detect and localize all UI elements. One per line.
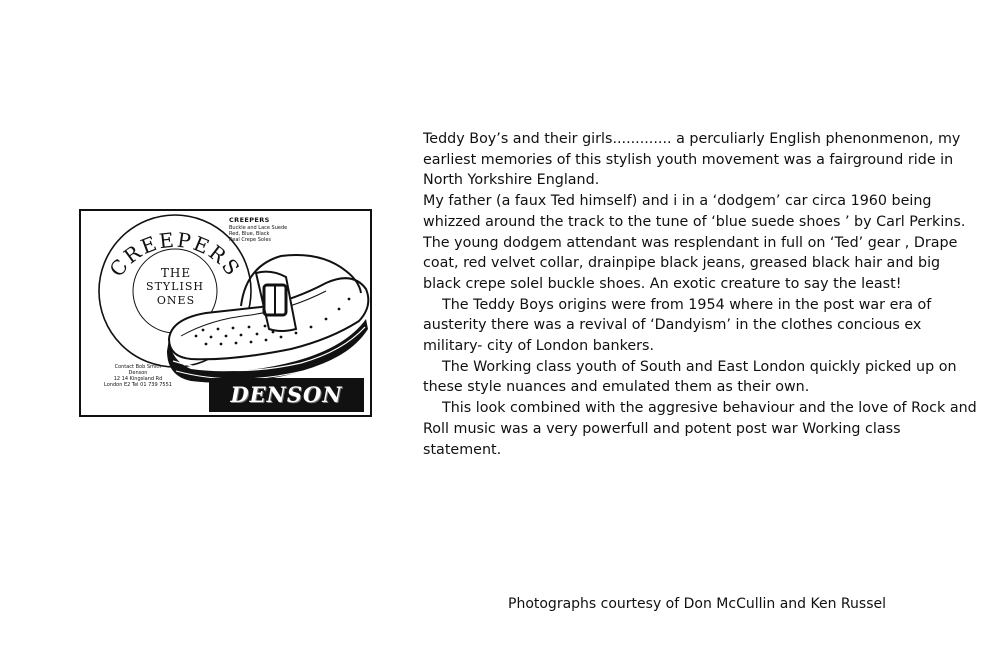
ad-product-title: CREEPERS <box>229 216 270 224</box>
ad-product-line: Buckle and Lace Suede <box>229 225 288 231</box>
ad-contact-line: London E2 Tel 01 739 7551 <box>104 382 172 388</box>
article-paragraph: My father (a faux Ted himself) and i in a ‘dodgem’ car circa 1960 being whizzed around the track to the tune of ‘blue suede shoes ’ by Carl Perkins. The young dodgem attendant was resplendant in full on ‘Ted’ gear , Drape coat, red velvet collar, drainpipe black jeans, greased black hair and big black crepe solel buckle shoes. An exotic creature to say the least! <box>423 193 966 292</box>
article-text <box>423 129 979 460</box>
ad-slogan-ones: ONES <box>156 294 196 307</box>
article-paragraph: This look combined with the aggresive behaviour and the love of Rock and Roll music was a very powerfull and potent post war Working class statement. <box>423 400 977 458</box>
ad-slogan-the: THE <box>160 266 192 280</box>
ad-product-line: Real Crepe Soles <box>229 237 272 243</box>
ad-product-line: Red, Blue, Black <box>229 231 270 237</box>
denson-creepers-advertisement <box>79 209 372 417</box>
ad-circle-word: CREEPERS <box>104 227 246 282</box>
ad-slogan-stylish: STYLISH <box>146 280 204 293</box>
article-paragraph: The Working class youth of South and East London quickly picked up on these style nuances and emulated them as their own. <box>423 358 957 396</box>
ad-brand-logo: DENSON <box>209 378 364 412</box>
ad-contact-block <box>95 364 181 388</box>
ad-contact-line: Denson <box>128 370 148 376</box>
ad-contact-line: Contact Bob Smith <box>114 364 162 370</box>
ad-contact-line: 12 14 Kingsland Rd <box>113 376 163 382</box>
article-paragraph: Teddy Boy’s and their girls............. a perculiarly English phenonmenon, my earliest memories of this stylish youth movement was a fairground ride in North Yorkshire England. <box>423 131 961 189</box>
article-paragraph: The Teddy Boys origins were from 1954 where in the post war era of austerity there was a revival of ‘Dandyism’ in the clothes concious ex military- city of London bankers. <box>423 296 932 355</box>
photo-credits: Photographs courtesy of Don McCullin and Ken Russel <box>508 596 886 612</box>
